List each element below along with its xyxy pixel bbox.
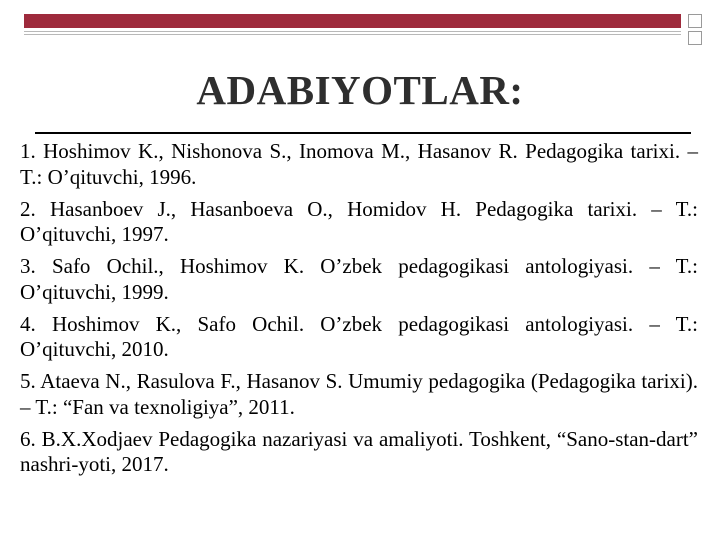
header-bar xyxy=(24,14,681,28)
header-underline xyxy=(24,31,681,35)
reference-item-6: 6. B.X.Xodjaev Pedagogika nazariyasi va amaliyoti. Toshkent, “Sano-stan-dart” nashri-yoti, 2017. xyxy=(20,426,698,477)
corner-square-bottom xyxy=(688,31,702,45)
corner-square-top xyxy=(688,14,702,28)
reference-item-1: 1. Hoshimov K., Nishonova S., Inomova M., Hasanov R. Pedagogika tarixi. – T.: O’qituvchi, 1996. xyxy=(20,139,698,189)
title-rule xyxy=(35,132,691,134)
reference-list xyxy=(20,139,698,485)
reference-item-2: 2. Hasanboev J., Hasanboeva O., Homidov H. Pedagogika tarixi. – T.: O’qituvchi, 1997. xyxy=(20,196,698,247)
reference-item-3: 3. Safo Ochil., Hoshimov K. O’zbek pedagogikasi antologiyasi. – T.: O’qituvchi, 1999. xyxy=(20,254,698,304)
reference-item-5: 5. Ataeva N., Rasulova F., Hasanov S. Umumiy pedagogika (Pedagogika tarixi). – T.: “Fan va texnoligiya”, 2011. xyxy=(20,369,698,419)
slide-title: ADABIYOTLAR: xyxy=(196,67,524,113)
reference-item-4: 4. Hoshimov K., Safo Ochil. O’zbek pedagogikasi antologiyasi. – T.: O’qituvchi, 2010. xyxy=(20,311,698,362)
